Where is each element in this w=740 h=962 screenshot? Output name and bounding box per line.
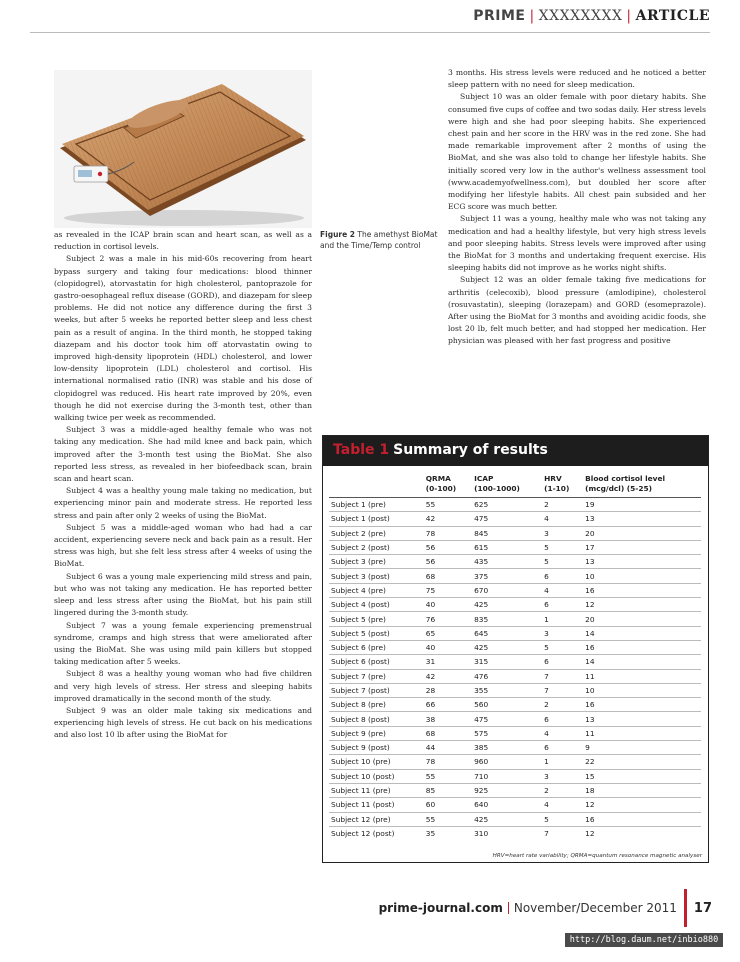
table-row	[329, 812, 701, 826]
table-row	[329, 755, 701, 769]
table-title-bar	[323, 436, 708, 466]
value-cell: 2	[542, 498, 583, 512]
table-row	[329, 683, 701, 697]
value-cell: 7	[542, 683, 583, 697]
value-cell: 56	[424, 555, 472, 569]
paragraph: Subject 7 was a young female experiencing premenstrual syndrome, cramps and high stress that were ameliorated after using the BioMat. She was using mild pain killers but stopped taking medication after 5 weeks.	[54, 620, 312, 667]
table-row	[329, 512, 701, 526]
table-row	[329, 826, 701, 840]
column-name: QRMA	[425, 474, 451, 483]
journal-brand: PRIME	[473, 8, 526, 24]
value-cell: 17	[583, 540, 701, 554]
value-cell: 560	[472, 698, 542, 712]
value-cell: 6	[542, 712, 583, 726]
value-cell: 615	[472, 540, 542, 554]
left-column	[54, 229, 312, 742]
watermark: http://blog.daum.net/inbio880	[565, 933, 723, 947]
value-cell: 16	[583, 583, 701, 597]
value-cell: 38	[424, 712, 472, 726]
value-cell: 7	[542, 669, 583, 683]
value-cell: 42	[424, 512, 472, 526]
paragraph: Subject 4 was a healthy young male taking no medication, but experiencing minor pain and moderate stress. He reported less stress and pain after only 2 weeks of using the BioMat.	[54, 486, 312, 520]
table-row	[329, 698, 701, 712]
table-note: HRV=heart rate variability; QRMA=quantum resonance magnetic analyser	[492, 853, 702, 859]
value-cell: 670	[472, 583, 542, 597]
subject-label-cell: Subject 5 (post)	[329, 626, 424, 640]
value-cell: 925	[472, 783, 542, 797]
value-cell: 66	[424, 698, 472, 712]
paragraph: Subject 9 was an older male taking six medications and experiencing high levels of stress. He cut back on his medications and also lost 10 lb after using the BioMat for	[54, 705, 312, 740]
value-cell: 13	[583, 512, 701, 526]
value-cell: 68	[424, 726, 472, 740]
column-name: ICAP	[474, 474, 494, 483]
value-cell: 476	[472, 669, 542, 683]
value-cell: 68	[424, 569, 472, 583]
value-cell: 1	[542, 612, 583, 626]
table-row	[329, 640, 701, 654]
value-cell: 78	[424, 526, 472, 540]
table-row	[329, 569, 701, 583]
table-row	[329, 741, 701, 755]
value-cell: 310	[472, 826, 542, 840]
subject-label-cell: Subject 10 (pre)	[329, 755, 424, 769]
value-cell: 15	[583, 769, 701, 783]
value-cell: 1	[542, 755, 583, 769]
right-column	[448, 67, 706, 348]
subject-label-cell: Subject 4 (pre)	[329, 583, 424, 597]
value-cell: 425	[472, 598, 542, 612]
value-cell: 385	[472, 741, 542, 755]
value-cell: 65	[424, 626, 472, 640]
value-cell: 76	[424, 612, 472, 626]
table-row	[329, 726, 701, 740]
value-cell: 19	[583, 498, 701, 512]
column-range: (100-1000)	[474, 484, 520, 493]
value-cell: 42	[424, 669, 472, 683]
table-row	[329, 655, 701, 669]
value-cell: 11	[583, 726, 701, 740]
subject-label-cell: Subject 9 (pre)	[329, 726, 424, 740]
footer-accent-bar	[684, 889, 687, 927]
value-cell: 20	[583, 612, 701, 626]
value-cell: 6	[542, 655, 583, 669]
column-name: Blood cortisol level	[585, 474, 666, 483]
value-cell: 475	[472, 512, 542, 526]
footer-divider	[508, 902, 509, 914]
value-cell: 16	[583, 698, 701, 712]
value-cell: 4	[542, 583, 583, 597]
value-cell: 12	[583, 826, 701, 840]
value-cell: 55	[424, 769, 472, 783]
value-cell: 60	[424, 798, 472, 812]
value-cell: 475	[472, 712, 542, 726]
value-cell: 78	[424, 755, 472, 769]
value-cell: 315	[472, 655, 542, 669]
results-table-panel	[322, 435, 709, 863]
paragraph: 3 months. His stress levels were reduced and he noticed a better sleep pattern with no need for sleep medication.	[448, 68, 706, 90]
subject-label-cell: Subject 8 (pre)	[329, 698, 424, 712]
journal-website: prime-journal.com	[378, 901, 503, 915]
value-cell: 56	[424, 540, 472, 554]
results-table	[329, 474, 701, 841]
value-cell: 9	[583, 741, 701, 755]
value-cell: 55	[424, 812, 472, 826]
subject-label-cell: Subject 6 (post)	[329, 655, 424, 669]
value-cell: 40	[424, 640, 472, 654]
table-row	[329, 526, 701, 540]
value-cell: 3	[542, 769, 583, 783]
table-column-header	[542, 474, 583, 498]
table-body	[329, 498, 701, 841]
paragraph: Subject 5 was a middle-aged woman who had had a car accident, experiencing severe neck and back pain as a result. Her stress was high, but she felt less stress after 4 weeks of using the BioMat.	[54, 522, 312, 569]
value-cell: 44	[424, 741, 472, 755]
table-row	[329, 783, 701, 797]
table-header-row	[329, 474, 701, 498]
value-cell: 11	[583, 669, 701, 683]
value-cell: 7	[542, 826, 583, 840]
value-cell: 425	[472, 640, 542, 654]
page-footer	[379, 889, 712, 927]
column-name: HRV	[544, 474, 562, 483]
figure-caption-label: Figure 2	[320, 230, 356, 239]
subject-label-cell: Subject 7 (pre)	[329, 669, 424, 683]
value-cell: 40	[424, 598, 472, 612]
column-range: (0-100)	[425, 484, 457, 493]
column-range: (mcg/dcl) (5-25)	[585, 484, 653, 493]
value-cell: 12	[583, 798, 701, 812]
subject-label-cell: Subject 3 (post)	[329, 569, 424, 583]
subject-label-cell: Subject 8 (post)	[329, 712, 424, 726]
figure-caption-text: The amethyst BioMat and the Time/Temp control	[320, 230, 438, 250]
value-cell: 6	[542, 741, 583, 755]
paragraph: Subject 12 was an older female taking five medications for arthritis (celecoxib), blood pressure (amlodipine), cholesterol (rosuvastatin), sleeping (lorazepam) and GORD (esomeprazole). After using the BioMat for 3 months and avoiding acidic foods, she lost 20 lb, felt much better, and had stopped her medication. Her physician was pleased with her fast progress and positive	[448, 275, 706, 346]
table-row	[329, 498, 701, 512]
subject-label-cell: Subject 5 (pre)	[329, 612, 424, 626]
value-cell: 845	[472, 526, 542, 540]
value-cell: 640	[472, 798, 542, 812]
value-cell: 31	[424, 655, 472, 669]
value-cell: 5	[542, 540, 583, 554]
biomat-photo	[54, 70, 312, 228]
value-cell: 13	[583, 712, 701, 726]
value-cell: 2	[542, 698, 583, 712]
paragraph: Subject 3 was a middle-aged healthy female who was not taking any medication. She had mild knee and back pain, which improved after the 3-month test using the BioMat. She also reported less stress, as revealed in her biofeedback scan, brain scan and heart scan.	[54, 425, 312, 484]
subject-label-cell: Subject 9 (post)	[329, 741, 424, 755]
value-cell: 5	[542, 555, 583, 569]
table-row	[329, 612, 701, 626]
value-cell: 3	[542, 526, 583, 540]
table-column-header	[472, 474, 542, 498]
paragraph: Subject 11 was a young, healthy male who was not taking any medication and had a healthy lifestyle, but very high stress levels and poor sleeping habits. Stress levels were improved after using the BioMat for 3 months and undertaking frequent exercise. His sleeping habits did not improve as he works night shifts.	[448, 214, 706, 273]
value-cell: 710	[472, 769, 542, 783]
subject-label-cell: Subject 7 (post)	[329, 683, 424, 697]
value-cell: 20	[583, 526, 701, 540]
value-cell: 28	[424, 683, 472, 697]
table-row	[329, 669, 701, 683]
value-cell: 16	[583, 640, 701, 654]
table-row	[329, 769, 701, 783]
value-cell: 4	[542, 726, 583, 740]
page-header	[473, 8, 710, 24]
value-cell: 425	[472, 812, 542, 826]
value-cell: 22	[583, 755, 701, 769]
value-cell: 4	[542, 512, 583, 526]
table-row	[329, 555, 701, 569]
subject-label-cell: Subject 12 (pre)	[329, 812, 424, 826]
header-rule	[30, 32, 710, 33]
table-number: Table 1	[333, 442, 390, 458]
subject-label-cell: Subject 2 (pre)	[329, 526, 424, 540]
paragraph: Subject 8 was a healthy young woman who had five children and very high levels of stress. Her stress and sleeping habits improved dramatically in the second month of the study.	[54, 669, 312, 703]
issue-date: November/December 2011	[513, 901, 677, 915]
value-cell: 960	[472, 755, 542, 769]
value-cell: 14	[583, 655, 701, 669]
value-cell: 13	[583, 555, 701, 569]
subject-label-cell: Subject 12 (post)	[329, 826, 424, 840]
value-cell: 2	[542, 783, 583, 797]
table-title: Summary of results	[393, 442, 548, 458]
header-divider: |	[626, 8, 632, 24]
subject-label-cell: Subject 2 (post)	[329, 540, 424, 554]
value-cell: 10	[583, 569, 701, 583]
subject-label-cell: Subject 10 (post)	[329, 769, 424, 783]
value-cell: 16	[583, 812, 701, 826]
subject-label-cell: Subject 1 (pre)	[329, 498, 424, 512]
value-cell: 14	[583, 626, 701, 640]
table-row	[329, 598, 701, 612]
value-cell: 3	[542, 626, 583, 640]
value-cell: 5	[542, 640, 583, 654]
column-range: (1-10)	[544, 484, 570, 493]
table-column-header	[424, 474, 472, 498]
paragraph: Subject 2 was a male in his mid-60s recovering from heart bypass surgery and taking four medications: blood thinner (clopidogrel), atorvastatin for high cholesterol, pantoprazole for gastro-oesophageal reflux disease (GORD), and diazepam for sleep problems. He did not notice any difference during the first 3 weeks, but after 5 weeks he reported better sleep and less chest pain as a result of angina. In the third month, he stopped taking diazepam and his doctor took him off atorvastatin owing to improved high-density lipoprotein (HDL) cholesterol, and lower low-density lipoprotein (LDL) cholesterol and cortisol. His international normalised ratio (INR) was stable and his dose of clopidogrel was reduced. His heart rate improved by 20%, even though he did not exercise during the 3-month test, other than walking twice per week as recommended.	[54, 254, 312, 423]
page-number: 17	[693, 900, 712, 916]
value-cell: 18	[583, 783, 701, 797]
header-section: XXXXXXXX	[538, 8, 623, 24]
subject-label-cell: Subject 3 (pre)	[329, 555, 424, 569]
value-cell: 5	[542, 812, 583, 826]
subject-label-cell: Subject 4 (post)	[329, 598, 424, 612]
table-column-header	[583, 474, 701, 498]
value-cell: 575	[472, 726, 542, 740]
value-cell: 625	[472, 498, 542, 512]
value-cell: 75	[424, 583, 472, 597]
value-cell: 10	[583, 683, 701, 697]
subject-label-cell: Subject 11 (post)	[329, 798, 424, 812]
value-cell: 6	[542, 569, 583, 583]
value-cell: 12	[583, 598, 701, 612]
table-row	[329, 626, 701, 640]
value-cell: 435	[472, 555, 542, 569]
value-cell: 645	[472, 626, 542, 640]
paragraph: Subject 10 was an older female with poor dietary habits. She consumed five cups of coffee and two sodas daily. Her stress levels were high and she had poor sleeping habits. She experienced chest pain and her score in the HRV was in the red zone. She had made remarkable improvement after 2 months of using the BioMat, and she was also told to change her lifestyle habits. She initially scored very low in the author's wellness assessment tool (www.academyofwellness.com), but doubled her score after modifying her lifestyle habits. All chest pain subsided and her ECG score was much better.	[448, 92, 706, 212]
value-cell: 355	[472, 683, 542, 697]
figure-caption	[320, 229, 442, 251]
table-row	[329, 798, 701, 812]
subject-label-cell: Subject 6 (pre)	[329, 640, 424, 654]
value-cell: 6	[542, 598, 583, 612]
table-column-header	[329, 474, 424, 498]
value-cell: 4	[542, 798, 583, 812]
table-row	[329, 540, 701, 554]
header-divider: |	[529, 8, 535, 24]
table-row	[329, 712, 701, 726]
value-cell: 85	[424, 783, 472, 797]
value-cell: 35	[424, 826, 472, 840]
table-row	[329, 583, 701, 597]
header-label: ARTICLE	[635, 8, 710, 24]
value-cell: 375	[472, 569, 542, 583]
subject-label-cell: Subject 1 (post)	[329, 512, 424, 526]
paragraph: as revealed in the ICAP brain scan and heart scan, as well as a reduction in cortisol levels.	[54, 230, 312, 252]
paragraph: Subject 6 was a young male experiencing mild stress and pain, but who was not taking any medication. He has reported better sleep and less stress after using the BioMat, but his pain still lingered during the 3-month study.	[54, 571, 312, 618]
subject-label-cell: Subject 11 (pre)	[329, 783, 424, 797]
value-cell: 55	[424, 498, 472, 512]
value-cell: 835	[472, 612, 542, 626]
